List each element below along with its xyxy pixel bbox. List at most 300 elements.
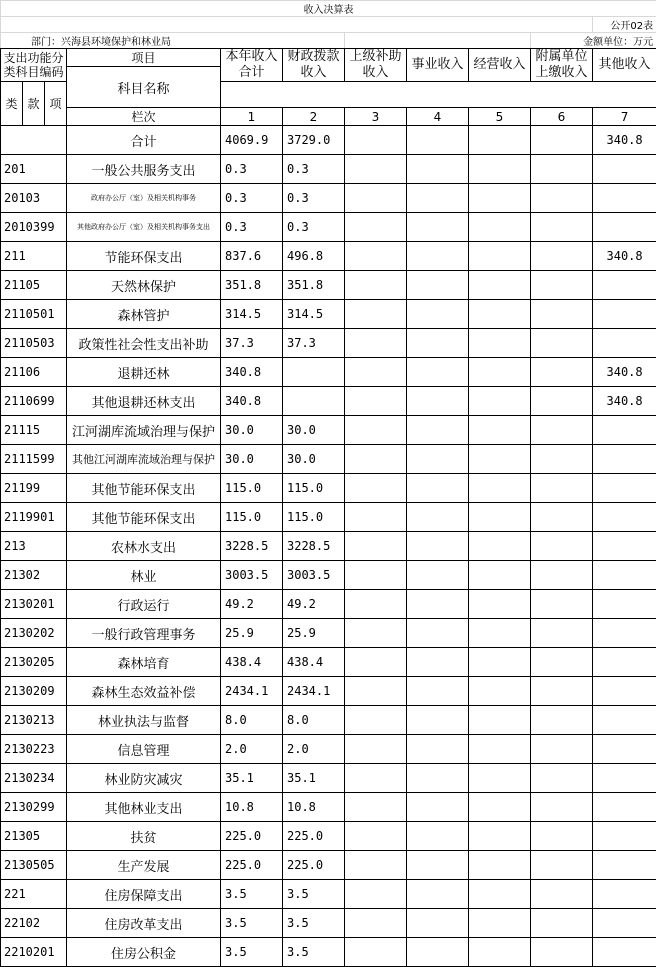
cell-subsidy-income bbox=[345, 387, 407, 416]
cell-business-income bbox=[407, 822, 469, 851]
cell-affiliated-income bbox=[531, 619, 593, 648]
cell-other-income bbox=[593, 938, 656, 967]
table-row bbox=[1, 503, 656, 532]
cell-affiliated-income bbox=[531, 126, 593, 155]
cell-fiscal-income: 351.8 bbox=[283, 271, 345, 300]
cell-fiscal-income: 438.4 bbox=[283, 648, 345, 677]
cell-fiscal-income: 3003.5 bbox=[283, 561, 345, 590]
cell-total-income: 115.0 bbox=[221, 474, 283, 503]
header-operating-income: 经营收入 bbox=[469, 49, 531, 82]
cell-operating-income bbox=[469, 851, 531, 880]
cell-fiscal-income: 30.0 bbox=[283, 445, 345, 474]
cell-operating-income bbox=[469, 561, 531, 590]
cell-other-income bbox=[593, 329, 656, 358]
cell-business-income bbox=[407, 909, 469, 938]
cell-affiliated-income bbox=[531, 271, 593, 300]
table-row bbox=[1, 532, 656, 561]
cell-total-income: 2.0 bbox=[221, 735, 283, 764]
cell-fiscal-income: 35.1 bbox=[283, 764, 345, 793]
cell-fiscal-income bbox=[283, 358, 345, 387]
cell-business-income bbox=[407, 329, 469, 358]
cell-business-income bbox=[407, 590, 469, 619]
cell-operating-income bbox=[469, 706, 531, 735]
cell-subsidy-income bbox=[345, 503, 407, 532]
table-row bbox=[1, 735, 656, 764]
row-subject-name: 林业防灾减灾 bbox=[67, 764, 221, 793]
column-number: 4 bbox=[407, 108, 469, 126]
cell-business-income bbox=[407, 793, 469, 822]
cell-business-income bbox=[407, 416, 469, 445]
cell-fiscal-income: 0.3 bbox=[283, 184, 345, 213]
cell-total-income: 37.3 bbox=[221, 329, 283, 358]
cell-other-income bbox=[593, 793, 656, 822]
table-row bbox=[1, 416, 656, 445]
column-number: 7 bbox=[593, 108, 656, 126]
cell-operating-income bbox=[469, 242, 531, 271]
header-affiliated-income: 附属单位上缴收入 bbox=[531, 49, 593, 82]
cell-fiscal-income: 3.5 bbox=[283, 909, 345, 938]
cell-other-income bbox=[593, 648, 656, 677]
cell-total-income: 49.2 bbox=[221, 590, 283, 619]
cell-subsidy-income bbox=[345, 822, 407, 851]
cell-operating-income bbox=[469, 126, 531, 155]
row-code: 21115 bbox=[1, 416, 67, 445]
cell-fiscal-income: 3.5 bbox=[283, 938, 345, 967]
cell-operating-income bbox=[469, 184, 531, 213]
row-code: 2130201 bbox=[1, 590, 67, 619]
cell-total-income: 837.6 bbox=[221, 242, 283, 271]
cell-operating-income bbox=[469, 619, 531, 648]
cell-other-income bbox=[593, 677, 656, 706]
cell-total-income: 438.4 bbox=[221, 648, 283, 677]
row-subject-name: 扶贫 bbox=[67, 822, 221, 851]
row-code: 22102 bbox=[1, 909, 67, 938]
cell-total-income: 25.9 bbox=[221, 619, 283, 648]
row-subject-name: 住房改革支出 bbox=[67, 909, 221, 938]
form-number: 公开02表 bbox=[593, 17, 656, 33]
row-code: 2130223 bbox=[1, 735, 67, 764]
cell-other-income bbox=[593, 880, 656, 909]
header-total-income: 本年收入合计 bbox=[221, 49, 283, 82]
table-row bbox=[1, 213, 656, 242]
cell-affiliated-income bbox=[531, 416, 593, 445]
cell-business-income bbox=[407, 735, 469, 764]
cell-subsidy-income bbox=[345, 590, 407, 619]
table-row bbox=[1, 851, 656, 880]
cell-subsidy-income bbox=[345, 155, 407, 184]
column-number: 1 bbox=[221, 108, 283, 126]
cell-other-income bbox=[593, 561, 656, 590]
cell-subsidy-income bbox=[345, 126, 407, 155]
cell-total-income: 8.0 bbox=[221, 706, 283, 735]
cell-fiscal-income: 30.0 bbox=[283, 416, 345, 445]
row-code: 21105 bbox=[1, 271, 67, 300]
cell-other-income bbox=[593, 532, 656, 561]
cell-total-income: 30.0 bbox=[221, 416, 283, 445]
cell-affiliated-income bbox=[531, 938, 593, 967]
cell-operating-income bbox=[469, 416, 531, 445]
table-row bbox=[1, 184, 656, 213]
cell-business-income bbox=[407, 387, 469, 416]
cell-affiliated-income bbox=[531, 184, 593, 213]
cell-operating-income bbox=[469, 880, 531, 909]
table-title: 收入决算表 bbox=[1, 1, 656, 17]
header-kuan: 款 bbox=[23, 82, 45, 126]
cell-business-income bbox=[407, 300, 469, 329]
row-subject-name: 农林水支出 bbox=[67, 532, 221, 561]
column-number: 2 bbox=[283, 108, 345, 126]
header-lei: 类 bbox=[1, 82, 23, 126]
row-code: 21199 bbox=[1, 474, 67, 503]
row-subject-name: 一般公共服务支出 bbox=[67, 155, 221, 184]
cell-other-income bbox=[593, 155, 656, 184]
cell-subsidy-income bbox=[345, 735, 407, 764]
cell-other-income: 340.8 bbox=[593, 358, 656, 387]
cell-total-income: 0.3 bbox=[221, 184, 283, 213]
header-subsidy-income: 上级补助收入 bbox=[345, 49, 407, 82]
cell-subsidy-income bbox=[345, 648, 407, 677]
cell-subsidy-income bbox=[345, 329, 407, 358]
cell-subsidy-income bbox=[345, 242, 407, 271]
cell-affiliated-income bbox=[531, 880, 593, 909]
cell-total-income: 4069.9 bbox=[221, 126, 283, 155]
row-code bbox=[1, 126, 67, 155]
row-subject-name: 住房保障支出 bbox=[67, 880, 221, 909]
table-row bbox=[1, 648, 656, 677]
header-lanci: 栏次 bbox=[67, 108, 221, 126]
table-row bbox=[1, 590, 656, 619]
table-row bbox=[1, 126, 656, 155]
row-code: 2130299 bbox=[1, 793, 67, 822]
cell-total-income: 340.8 bbox=[221, 358, 283, 387]
cell-business-income bbox=[407, 938, 469, 967]
cell-operating-income bbox=[469, 358, 531, 387]
row-code: 2130505 bbox=[1, 851, 67, 880]
cell-subsidy-income bbox=[345, 938, 407, 967]
cell-subsidy-income bbox=[345, 561, 407, 590]
cell-business-income bbox=[407, 764, 469, 793]
cell-affiliated-income bbox=[531, 213, 593, 242]
cell-subsidy-income bbox=[345, 416, 407, 445]
cell-fiscal-income: 115.0 bbox=[283, 503, 345, 532]
table-row bbox=[1, 880, 656, 909]
cell-subsidy-income bbox=[345, 619, 407, 648]
table-row bbox=[1, 764, 656, 793]
cell-affiliated-income bbox=[531, 851, 593, 880]
cell-affiliated-income bbox=[531, 590, 593, 619]
cell-subsidy-income bbox=[345, 213, 407, 242]
cell-affiliated-income bbox=[531, 909, 593, 938]
cell-other-income bbox=[593, 735, 656, 764]
cell-other-income bbox=[593, 590, 656, 619]
row-subject-name: 一般行政管理事务 bbox=[67, 619, 221, 648]
header-item: 项目 bbox=[67, 49, 221, 67]
cell-operating-income bbox=[469, 329, 531, 358]
cell-other-income bbox=[593, 213, 656, 242]
cell-subsidy-income bbox=[345, 764, 407, 793]
table-row bbox=[1, 561, 656, 590]
cell-subsidy-income bbox=[345, 532, 407, 561]
cell-business-income bbox=[407, 561, 469, 590]
cell-other-income: 340.8 bbox=[593, 387, 656, 416]
cell-fiscal-income: 0.3 bbox=[283, 155, 345, 184]
cell-total-income: 2434.1 bbox=[221, 677, 283, 706]
cell-other-income bbox=[593, 445, 656, 474]
header-xiang: 项 bbox=[45, 82, 67, 126]
row-code: 221 bbox=[1, 880, 67, 909]
cell-subsidy-income bbox=[345, 706, 407, 735]
table-row bbox=[1, 909, 656, 938]
cell-operating-income bbox=[469, 300, 531, 329]
cell-operating-income bbox=[469, 474, 531, 503]
cell-affiliated-income bbox=[531, 793, 593, 822]
cell-business-income bbox=[407, 358, 469, 387]
row-code: 2111599 bbox=[1, 445, 67, 474]
table-row bbox=[1, 938, 656, 967]
cell-operating-income bbox=[469, 590, 531, 619]
table-row bbox=[1, 155, 656, 184]
cell-operating-income bbox=[469, 735, 531, 764]
row-code: 2110503 bbox=[1, 329, 67, 358]
cell-other-income: 340.8 bbox=[593, 242, 656, 271]
header-subject-code: 支出功能分类科目编码 bbox=[1, 49, 67, 82]
cell-affiliated-income bbox=[531, 735, 593, 764]
cell-operating-income bbox=[469, 648, 531, 677]
cell-subsidy-income bbox=[345, 184, 407, 213]
cell-total-income: 3003.5 bbox=[221, 561, 283, 590]
row-subject-name: 生产发展 bbox=[67, 851, 221, 880]
cell-affiliated-income bbox=[531, 358, 593, 387]
cell-affiliated-income bbox=[531, 532, 593, 561]
cell-total-income: 10.8 bbox=[221, 793, 283, 822]
table-row bbox=[1, 706, 656, 735]
cell-business-income bbox=[407, 706, 469, 735]
cell-fiscal-income: 225.0 bbox=[283, 851, 345, 880]
row-subject-name: 江河湖库流域治理与保护 bbox=[67, 416, 221, 445]
cell-fiscal-income: 2.0 bbox=[283, 735, 345, 764]
cell-fiscal-income: 314.5 bbox=[283, 300, 345, 329]
row-code: 2130202 bbox=[1, 619, 67, 648]
table-row bbox=[1, 242, 656, 271]
cell-total-income: 314.5 bbox=[221, 300, 283, 329]
cell-total-income: 0.3 bbox=[221, 155, 283, 184]
row-code: 2110699 bbox=[1, 387, 67, 416]
cell-other-income bbox=[593, 300, 656, 329]
row-code: 2110501 bbox=[1, 300, 67, 329]
cell-fiscal-income: 2434.1 bbox=[283, 677, 345, 706]
cell-fiscal-income: 49.2 bbox=[283, 590, 345, 619]
cell-fiscal-income bbox=[283, 387, 345, 416]
table-row bbox=[1, 619, 656, 648]
row-subject-name: 森林生态效益补偿 bbox=[67, 677, 221, 706]
cell-affiliated-income bbox=[531, 445, 593, 474]
cell-total-income: 3.5 bbox=[221, 909, 283, 938]
cell-business-income bbox=[407, 242, 469, 271]
cell-total-income: 3.5 bbox=[221, 938, 283, 967]
cell-business-income bbox=[407, 677, 469, 706]
cell-other-income bbox=[593, 822, 656, 851]
cell-business-income bbox=[407, 445, 469, 474]
cell-business-income bbox=[407, 184, 469, 213]
column-number: 5 bbox=[469, 108, 531, 126]
cell-operating-income bbox=[469, 764, 531, 793]
cell-other-income bbox=[593, 851, 656, 880]
cell-business-income bbox=[407, 271, 469, 300]
cell-operating-income bbox=[469, 155, 531, 184]
table-body bbox=[1, 126, 656, 967]
cell-operating-income bbox=[469, 677, 531, 706]
cell-subsidy-income bbox=[345, 271, 407, 300]
cell-total-income: 3.5 bbox=[221, 880, 283, 909]
cell-subsidy-income bbox=[345, 793, 407, 822]
amount-unit: 金额单位：万元 bbox=[531, 33, 656, 49]
cell-total-income: 30.0 bbox=[221, 445, 283, 474]
cell-business-income bbox=[407, 851, 469, 880]
cell-affiliated-income bbox=[531, 242, 593, 271]
cell-total-income: 225.0 bbox=[221, 851, 283, 880]
cell-subsidy-income bbox=[345, 909, 407, 938]
cell-subsidy-income bbox=[345, 851, 407, 880]
cell-operating-income bbox=[469, 271, 531, 300]
row-subject-name: 节能环保支出 bbox=[67, 242, 221, 271]
row-subject-name: 政府办公厅（室）及相关机构事务 bbox=[67, 184, 221, 213]
cell-business-income bbox=[407, 155, 469, 184]
cell-affiliated-income bbox=[531, 155, 593, 184]
row-subject-name: 其他政府办公厅（室）及相关机构事务支出 bbox=[67, 213, 221, 242]
cell-affiliated-income bbox=[531, 503, 593, 532]
row-subject-name: 其他退耕还林支出 bbox=[67, 387, 221, 416]
cell-total-income: 225.0 bbox=[221, 822, 283, 851]
cell-affiliated-income bbox=[531, 561, 593, 590]
cell-subsidy-income bbox=[345, 474, 407, 503]
table-row bbox=[1, 677, 656, 706]
cell-other-income bbox=[593, 416, 656, 445]
row-code: 21302 bbox=[1, 561, 67, 590]
row-code: 201 bbox=[1, 155, 67, 184]
cell-other-income bbox=[593, 706, 656, 735]
cell-operating-income bbox=[469, 938, 531, 967]
cell-business-income bbox=[407, 532, 469, 561]
table-row bbox=[1, 271, 656, 300]
cell-total-income: 3228.5 bbox=[221, 532, 283, 561]
cell-operating-income bbox=[469, 445, 531, 474]
cell-fiscal-income: 115.0 bbox=[283, 474, 345, 503]
row-subject-name: 其他节能环保支出 bbox=[67, 503, 221, 532]
cell-total-income: 340.8 bbox=[221, 387, 283, 416]
cell-total-income: 0.3 bbox=[221, 213, 283, 242]
cell-other-income bbox=[593, 503, 656, 532]
cell-operating-income bbox=[469, 793, 531, 822]
row-subject-name: 森林培育 bbox=[67, 648, 221, 677]
row-code: 2210201 bbox=[1, 938, 67, 967]
cell-subsidy-income bbox=[345, 880, 407, 909]
cell-other-income bbox=[593, 474, 656, 503]
row-subject-name: 合计 bbox=[67, 126, 221, 155]
cell-other-income bbox=[593, 764, 656, 793]
cell-operating-income bbox=[469, 213, 531, 242]
header-other-income: 其他收入 bbox=[593, 49, 656, 82]
row-code: 2119901 bbox=[1, 503, 67, 532]
cell-affiliated-income bbox=[531, 329, 593, 358]
cell-subsidy-income bbox=[345, 445, 407, 474]
cell-other-income bbox=[593, 271, 656, 300]
row-subject-name: 政策性社会性支出补助 bbox=[67, 329, 221, 358]
cell-affiliated-income bbox=[531, 387, 593, 416]
table-row bbox=[1, 300, 656, 329]
row-subject-name: 天然林保护 bbox=[67, 271, 221, 300]
cell-affiliated-income bbox=[531, 706, 593, 735]
table-row bbox=[1, 793, 656, 822]
row-code: 20103 bbox=[1, 184, 67, 213]
cell-fiscal-income: 37.3 bbox=[283, 329, 345, 358]
cell-subsidy-income bbox=[345, 300, 407, 329]
table-row bbox=[1, 358, 656, 387]
row-code: 2130205 bbox=[1, 648, 67, 677]
cell-total-income: 35.1 bbox=[221, 764, 283, 793]
row-code: 213 bbox=[1, 532, 67, 561]
cell-business-income bbox=[407, 648, 469, 677]
table-row bbox=[1, 445, 656, 474]
row-subject-name: 行政运行 bbox=[67, 590, 221, 619]
cell-affiliated-income bbox=[531, 677, 593, 706]
cell-affiliated-income bbox=[531, 300, 593, 329]
row-subject-name: 信息管理 bbox=[67, 735, 221, 764]
row-subject-name: 其他林业支出 bbox=[67, 793, 221, 822]
column-number: 6 bbox=[531, 108, 593, 126]
row-subject-name: 退耕还林 bbox=[67, 358, 221, 387]
column-number: 3 bbox=[345, 108, 407, 126]
cell-other-income bbox=[593, 909, 656, 938]
cell-business-income bbox=[407, 474, 469, 503]
cell-affiliated-income bbox=[531, 764, 593, 793]
row-subject-name: 森林管护 bbox=[67, 300, 221, 329]
cell-business-income bbox=[407, 503, 469, 532]
cell-operating-income bbox=[469, 532, 531, 561]
cell-subsidy-income bbox=[345, 677, 407, 706]
cell-operating-income bbox=[469, 909, 531, 938]
row-subject-name: 其他江河湖库流域治理与保护 bbox=[67, 445, 221, 474]
table-row bbox=[1, 329, 656, 358]
cell-operating-income bbox=[469, 822, 531, 851]
cell-fiscal-income: 10.8 bbox=[283, 793, 345, 822]
cell-affiliated-income bbox=[531, 474, 593, 503]
row-code: 211 bbox=[1, 242, 67, 271]
cell-subsidy-income bbox=[345, 358, 407, 387]
cell-total-income: 351.8 bbox=[221, 271, 283, 300]
table-row bbox=[1, 822, 656, 851]
row-subject-name: 林业执法与监督 bbox=[67, 706, 221, 735]
cell-business-income bbox=[407, 126, 469, 155]
cell-fiscal-income: 0.3 bbox=[283, 213, 345, 242]
cell-business-income bbox=[407, 213, 469, 242]
cell-fiscal-income: 496.8 bbox=[283, 242, 345, 271]
table-row bbox=[1, 474, 656, 503]
row-subject-name: 其他节能环保支出 bbox=[67, 474, 221, 503]
cell-other-income bbox=[593, 184, 656, 213]
row-code: 2130213 bbox=[1, 706, 67, 735]
cell-other-income: 340.8 bbox=[593, 126, 656, 155]
cell-operating-income bbox=[469, 503, 531, 532]
department-label: 部门：兴海县环境保护和林业局 bbox=[1, 33, 345, 49]
cell-operating-income bbox=[469, 387, 531, 416]
cell-fiscal-income: 8.0 bbox=[283, 706, 345, 735]
cell-fiscal-income: 3228.5 bbox=[283, 532, 345, 561]
cell-business-income bbox=[407, 880, 469, 909]
row-code: 21106 bbox=[1, 358, 67, 387]
row-subject-name: 住房公积金 bbox=[67, 938, 221, 967]
row-code: 2010399 bbox=[1, 213, 67, 242]
header-business-income: 事业收入 bbox=[407, 49, 469, 82]
